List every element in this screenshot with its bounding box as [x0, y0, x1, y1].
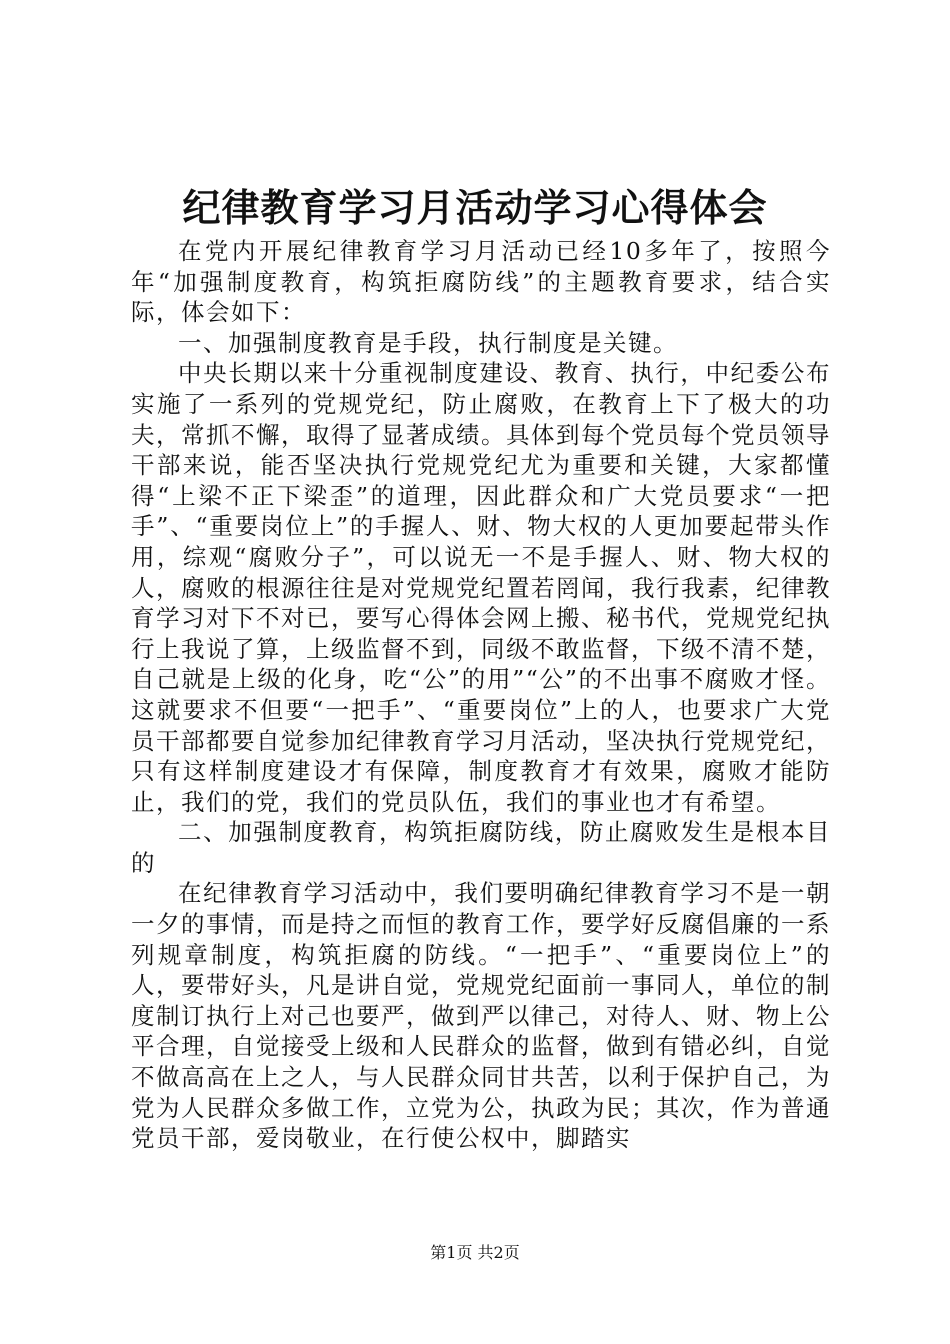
section-heading-2: 二、加强制度教育，构筑拒腐防线，防止腐败发生是根本目的 — [131, 818, 831, 877]
paragraph-section-1: 中央长期以来十分重视制度建设、教育、执行，中纪委公布实施了一系列的党规党纪，防止腐败，在教育上下了极大的功夫，常抓不懈，取得了显著成绩。具体到每个党员每个党员领导干部来说，能否坚决执行党规党纪尤为重要和关键，大家都懂得“上梁不正下梁歪”的道理，因此群众和广大党员要求“一把手”、“重要岗位上”的手握人、财、物大权的人更加要起带头作用，综观“腐败分子”，可以说无一不是手握人、财、物大权的人，腐败的根源往往是对党规党纪置若罔闻，我行我素，纪律教育学习对下不对已，要写心得体会网上搬、秘书代，党规党纪执行上我说了算，上级监督不到，同级不敢监督，下级不清不楚，自己就是上级的化身，吃“公”的用”“公”的不出事不腐败才怪。这就要求不但要“一把手”、“重要岗位”上的人，也要求广大党员干部都要自觉参加纪律教育学习月活动，坚决执行党规党纪，只有这样制度建设才有保障，制度教育才有效果，腐败才能防止，我们的党，我们的党员队伍，我们的事业也才有希望。 — [131, 359, 831, 816]
document-title: 纪律教育学习月活动学习心得体会 — [182, 185, 768, 230]
page-footer — [0, 1242, 950, 1264]
paragraph-intro: 在党内开展纪律教育学习月活动已经10多年了，按照今年“加强制度教育，构筑拒腐防线”的主题教育要求，结合实际，体会如下： — [131, 237, 831, 327]
paragraph-section-2: 在纪律教育学习活动中，我们要明确纪律教育学习不是一朝一夕的事情，而是持之而恒的教育工作，要学好反腐倡廉的一系列规章制度，构筑拒腐的防线。“一把手”、“重要岗位上”的人，要带好头，凡是讲自觉，党规党纪面前一事同人，单位的制度制订执行上对己也要严，做到严以律己，对待人、财、物上公平合理，自觉接受上级和人民群众的监督，做到有错必纠，自觉不做高高在上之人，与人民群众同甘共苦，以利于保护自己，为党为人民群众多做工作，立党为公，执政为民；其次，作为普通党员干部，爱岗敬业，在行使公权中，脚踏实 — [131, 879, 831, 1153]
section-heading-1: 一、加强制度教育是手段，执行制度是关键。 — [178, 328, 678, 357]
page-number-total: 共2页 — [477, 1243, 520, 1262]
document-body — [131, 236, 831, 1154]
page-number-current: 第1页 — [430, 1243, 473, 1262]
